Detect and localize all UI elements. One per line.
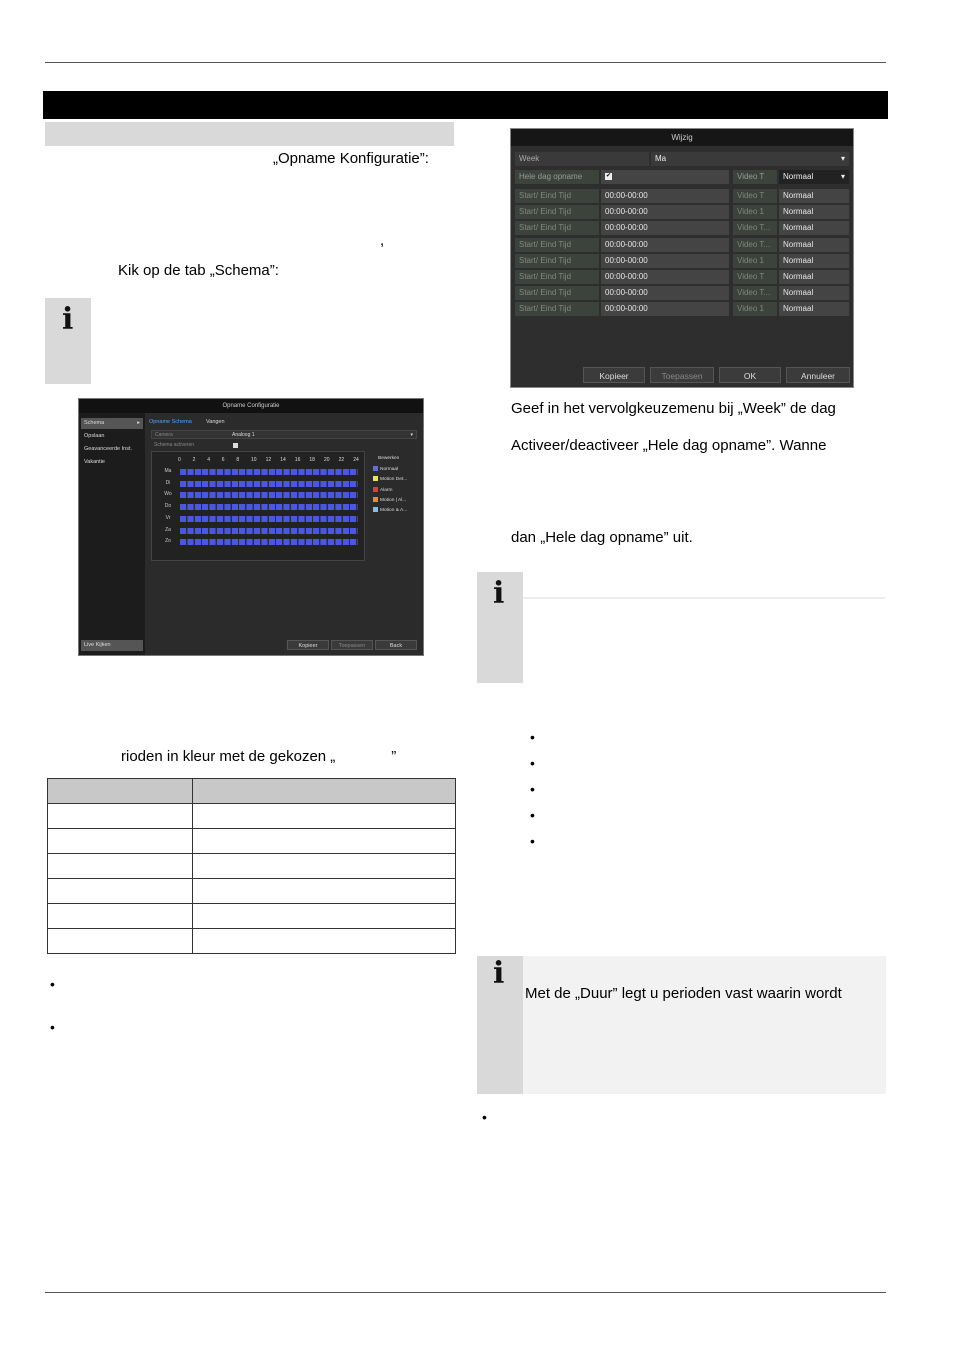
schedule-row[interactable] xyxy=(180,481,358,487)
day-label: Zo xyxy=(165,538,171,545)
video-type-value[interactable]: Normaal xyxy=(779,205,849,219)
camera-row xyxy=(151,430,417,439)
info-icon: i xyxy=(493,956,505,991)
info-icon: i xyxy=(62,302,74,337)
bullet-8: • xyxy=(482,1109,487,1125)
legend-item[interactable]: Motion & A... xyxy=(373,507,407,513)
time-range-field[interactable]: 00:00-00:00 xyxy=(601,270,729,284)
start-eind-label: Start/ Eind Tijd xyxy=(515,221,599,235)
video-type-value[interactable]: Normaal xyxy=(779,254,849,268)
bullet-7: • xyxy=(530,833,535,849)
bullet-5: • xyxy=(530,781,535,797)
legend xyxy=(371,456,417,526)
table-row xyxy=(48,879,456,904)
tab-vangen[interactable]: Vangen xyxy=(206,419,225,425)
hour-label: 24 xyxy=(353,457,359,463)
schedule-grid[interactable] xyxy=(151,451,365,561)
hour-label: 2 xyxy=(192,457,196,463)
tab-opname-schema[interactable]: Opname Schema xyxy=(149,419,192,425)
info-box-1 xyxy=(45,298,91,384)
week-label: Week xyxy=(515,152,649,166)
schedule-row[interactable] xyxy=(180,516,358,522)
start-eind-label: Start/ Eind Tijd xyxy=(515,254,599,268)
chevron-down-icon: ▾ xyxy=(840,172,845,181)
schedule-row[interactable] xyxy=(180,528,358,534)
dan-instruction: dan „Hele dag opname” uit. xyxy=(511,529,693,546)
perioden-text: rioden in kleur met de gekozen „ ” xyxy=(121,748,397,765)
hour-label: 16 xyxy=(294,457,301,463)
video-type-label: Video 1 xyxy=(733,205,777,219)
video-type-label: Video T... xyxy=(733,286,777,300)
table-row xyxy=(48,804,456,829)
legend-item[interactable]: Normaal xyxy=(373,466,398,472)
activeer-instruction: Activeer/deactiveer „Hele dag opname”. Wanne xyxy=(511,437,827,454)
sidebar-item-schema[interactable]: Schema ▸ xyxy=(81,418,143,429)
time-range-field[interactable]: 00:00-00:00 xyxy=(601,205,729,219)
week-select[interactable]: Ma ▾ xyxy=(651,152,849,166)
time-range-field[interactable]: 00:00-00:00 xyxy=(601,189,729,203)
video-type-select[interactable]: Normaal ▾ xyxy=(779,170,849,184)
ok-button[interactable]: OK xyxy=(719,367,781,383)
day-label: Vr xyxy=(165,514,171,521)
section-header-bar xyxy=(43,91,888,119)
hour-label: 0 xyxy=(178,457,181,463)
annuleer-button[interactable]: Annuleer xyxy=(786,367,850,383)
legend-item[interactable]: Motion Det... xyxy=(373,476,407,482)
video-type-value[interactable]: Normaal xyxy=(779,189,849,203)
day-label: Za xyxy=(165,526,171,533)
video-type-value[interactable]: Normaal xyxy=(779,238,849,252)
time-range-field[interactable]: 00:00-00:00 xyxy=(601,254,729,268)
opname-configuratie-screenshot xyxy=(78,398,424,656)
table-row xyxy=(48,854,456,879)
kopieer-button[interactable]: Kopieer xyxy=(583,367,645,383)
intro-line: „Opname Konfiguratie”: xyxy=(273,150,429,167)
toepassen-button[interactable]: Toepassen xyxy=(650,367,714,383)
live-kijken-button[interactable]: Live Kijken xyxy=(81,640,143,651)
info-box-2 xyxy=(477,572,523,683)
hour-label: 10 xyxy=(251,457,257,463)
sidebar-item-geavanceerd[interactable]: Geavanceerde Inst. xyxy=(84,446,133,452)
kopieer-button[interactable]: Kopieer xyxy=(287,640,329,650)
bullet-1: • xyxy=(50,976,55,992)
subsection-header-bar xyxy=(45,122,454,146)
sidebar-item-vakantie[interactable]: Vakantie xyxy=(84,459,105,465)
duur-note: Met de „Duur” legt u perioden vast waarin wordt xyxy=(525,985,842,1002)
start-eind-label: Start/ Eind Tijd xyxy=(515,270,599,284)
video-type-label: Video T xyxy=(733,270,777,284)
start-eind-label: Start/ Eind Tijd xyxy=(515,205,599,219)
chevron-down-icon: ▾ xyxy=(410,432,413,438)
video-type-value[interactable]: Normaal xyxy=(779,221,849,235)
time-range-field[interactable]: 00:00-00:00 xyxy=(601,238,729,252)
hour-label: 18 xyxy=(309,457,315,463)
camera-label: Camera xyxy=(155,432,173,438)
schema-activeren-label: Schema activeren xyxy=(154,442,195,448)
sidebar-item-opslaan[interactable]: Opslaan xyxy=(84,433,105,439)
video-type-value[interactable]: Normaal xyxy=(779,286,849,300)
schedule-row[interactable] xyxy=(180,539,358,545)
wijzig-dialog-screenshot xyxy=(510,128,854,388)
schema-activeren-checkbox[interactable] xyxy=(233,443,238,448)
start-eind-label: Start/ Eind Tijd xyxy=(515,189,599,203)
legend-item[interactable]: Motion | Al... xyxy=(373,497,406,503)
day-label: Ma xyxy=(164,468,172,474)
hour-label: 6 xyxy=(221,457,225,463)
video-type-label: Video 1 xyxy=(733,254,777,268)
video-type-label: Video T xyxy=(733,189,777,203)
video-type-label: Video T xyxy=(733,170,777,184)
camera-select[interactable]: Analoog 1 xyxy=(232,432,255,438)
video-type-label: Video T... xyxy=(733,238,777,252)
chevron-down-icon: ▾ xyxy=(840,154,845,163)
time-range-field[interactable]: 00:00-00:00 xyxy=(601,221,729,235)
hour-label: 4 xyxy=(207,457,210,463)
video-type-value[interactable]: Normaal xyxy=(779,270,849,284)
window-title: Opname Configuratie xyxy=(79,399,423,413)
hour-label: 14 xyxy=(280,457,286,463)
chevron-right-icon: ▸ xyxy=(137,420,140,426)
bullet-3: • xyxy=(530,729,535,745)
bottom-rule xyxy=(45,1292,886,1293)
table-row xyxy=(48,904,456,929)
hour-label: 22 xyxy=(338,457,345,463)
bullet-6: • xyxy=(530,807,535,823)
start-eind-label: Start/ Eind Tijd xyxy=(515,286,599,300)
back-button[interactable]: Back xyxy=(375,640,417,650)
hour-label: 20 xyxy=(324,457,330,463)
toepassen-button[interactable]: Toepassen xyxy=(331,640,373,650)
time-range-field[interactable]: 00:00-00:00 xyxy=(601,302,729,316)
hele-dag-label: Hele dag opname xyxy=(515,170,599,184)
table-row xyxy=(48,829,456,854)
video-type-value[interactable]: Normaal xyxy=(779,302,849,316)
schema-activeren-row xyxy=(151,441,417,450)
dialog-title: Wijzig xyxy=(511,129,853,146)
legend-item[interactable]: Alarm xyxy=(373,487,393,493)
bullet-2: • xyxy=(50,1019,55,1035)
kik-schema-text: Kik op de tab „Schema”: xyxy=(118,262,279,279)
hele-dag-checkbox[interactable]: ✔ xyxy=(601,170,729,184)
table-row xyxy=(48,929,456,954)
video-type-label: Video T... xyxy=(733,221,777,235)
info-box-3 xyxy=(477,956,886,1094)
schedule-row[interactable] xyxy=(180,504,358,510)
day-label: Wo xyxy=(164,491,172,498)
time-range-field[interactable]: 00:00-00:00 xyxy=(601,286,729,300)
start-eind-label: Start/ Eind Tijd xyxy=(515,238,599,252)
sidebar xyxy=(79,413,145,655)
legend-table xyxy=(47,778,456,954)
video-type-label: Video 1 xyxy=(733,302,777,316)
hour-label: 12 xyxy=(265,457,272,463)
info-icon: i xyxy=(493,576,505,611)
legend-title: Bewerken xyxy=(378,456,400,461)
table-header-row xyxy=(48,779,456,804)
day-label: Di xyxy=(165,479,171,486)
week-instruction: Geef in het vervolgkeuzemenu bij „Week” de dag xyxy=(511,400,836,417)
schedule-row[interactable] xyxy=(180,469,358,475)
comma-mark: , xyxy=(380,232,385,249)
hour-label: 8 xyxy=(236,457,240,463)
start-eind-label: Start/ Eind Tijd xyxy=(515,302,599,316)
day-label: Do xyxy=(164,503,172,510)
top-rule xyxy=(45,62,886,63)
schedule-row[interactable] xyxy=(180,492,358,498)
bullet-4: • xyxy=(530,755,535,771)
info-box-2-rule xyxy=(523,597,885,599)
